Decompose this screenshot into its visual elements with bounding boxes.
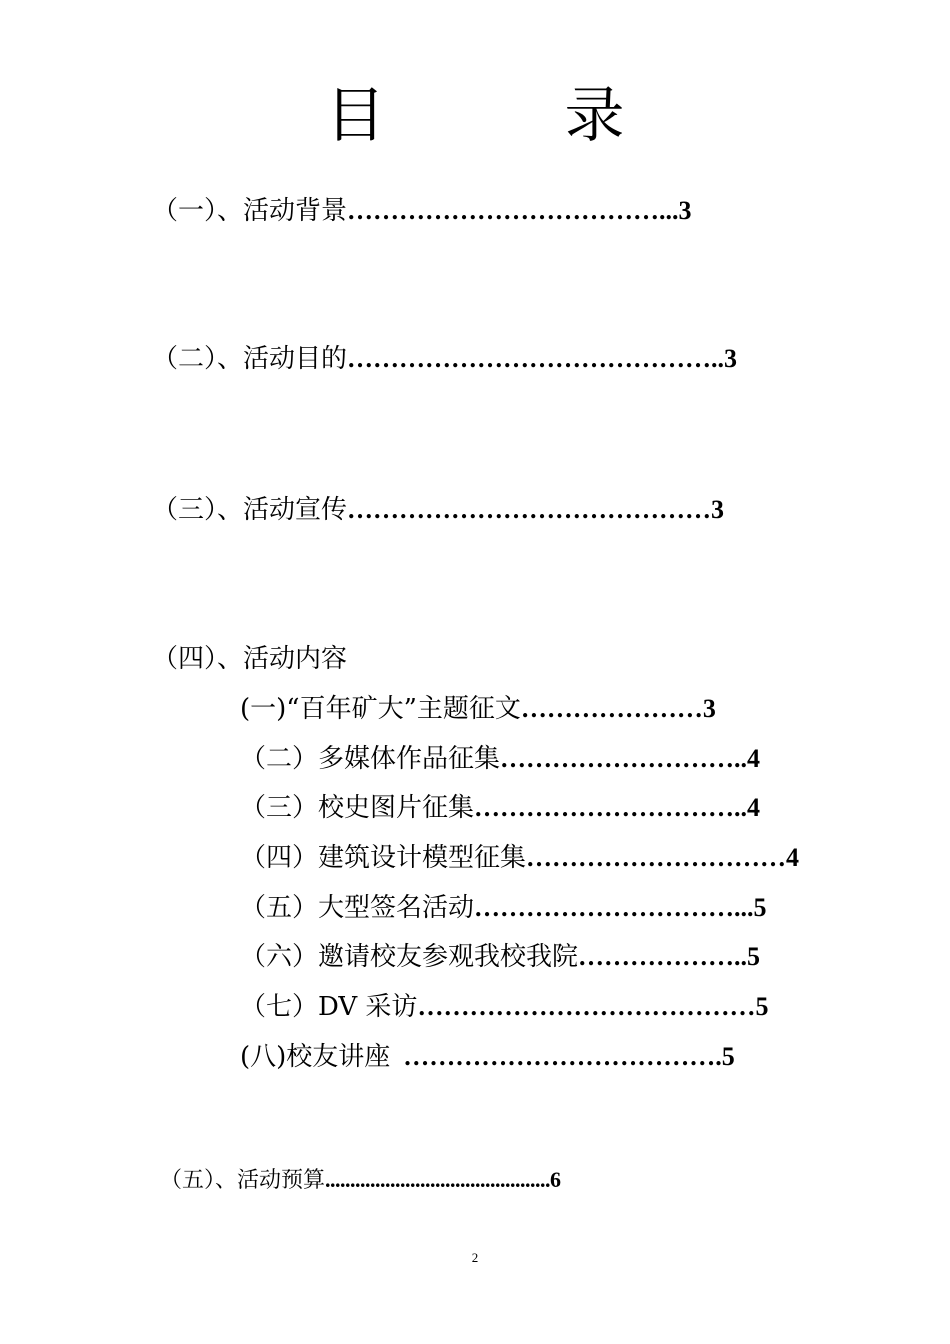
subtoc-leader: ……………………….. [500,744,748,773]
subtoc-page-number: 5 [755,992,769,1021]
toc-entry-promotion[interactable] [152,493,724,527]
toc-page-number: 6 [550,1167,562,1192]
toc-leader: …………………………………….. [347,344,725,373]
subtoc-label: （三）校史图片征集 [240,793,475,823]
subtoc-page-number: 4 [747,793,761,822]
subtoc-page-number: 4 [747,744,761,773]
page-title: 目 录 [325,81,705,151]
toc-label: （三）、活动宣传 [152,495,348,525]
toc-entry-purpose[interactable] [152,342,737,376]
toc-leader: ………………………………... [347,196,679,225]
subtoc-page-number: 5 [753,893,767,922]
toc-page-number: 3 [724,344,738,373]
subtoc-entry-6[interactable] [240,940,760,974]
toc-label: （四）、活动内容 [152,644,348,674]
subtoc-label: （六）邀请校友参观我校我院 [240,942,579,972]
subtoc-label: (一)“百年矿大”主题征文 [240,694,521,724]
subtoc-page-number: 5 [721,1042,735,1071]
subtoc-leader: …………………………... [474,893,754,922]
subtoc-leader: ………………………….. [474,793,748,822]
subtoc-entry-4[interactable] [240,841,799,875]
subtoc-entry-8[interactable] [240,1040,735,1074]
subtoc-leader: ………………………………. [390,1042,722,1071]
subtoc-label: （二）多媒体作品征集 [240,744,501,774]
toc-entry-content[interactable] [152,642,347,676]
subtoc-page-number: 4 [786,843,800,872]
subtoc-label: （四）建筑设计模型征集 [240,843,527,873]
subtoc-entry-5[interactable] [240,891,767,925]
subtoc-entry-7[interactable] [240,990,768,1024]
toc-leader: ............................................. [325,1167,551,1192]
subtoc-label: （七）DV 采访 [240,992,418,1022]
toc-entry-budget[interactable] [160,1163,561,1198]
subtoc-entry-3[interactable] [240,791,760,825]
toc-label: （一）、活动背景 [152,196,348,226]
subtoc-leader: ………………………… [526,843,787,872]
toc-entry-background[interactable] [152,194,692,228]
toc-page-number: 3 [678,196,692,225]
toc-label: （二）、活动目的 [152,344,348,374]
page-number: 2 [471,1250,479,1265]
toc-leader: …………………………………… [347,495,712,524]
subtoc-entry-1[interactable] [240,692,716,726]
subtoc-leader: ………………… [520,694,703,723]
subtoc-page-number: 3 [702,694,716,723]
subtoc-label: (八)校友讲座 [240,1042,391,1072]
toc-label: （五）、活动预算 [160,1168,326,1193]
subtoc-entry-2[interactable] [240,742,760,776]
subtoc-label: （五）大型签名活动 [240,893,475,923]
subtoc-leader: ………………………………… [417,992,756,1021]
toc-page-number: 3 [711,495,725,524]
subtoc-leader: ……………….. [578,942,748,971]
subtoc-page-number: 5 [747,942,761,971]
